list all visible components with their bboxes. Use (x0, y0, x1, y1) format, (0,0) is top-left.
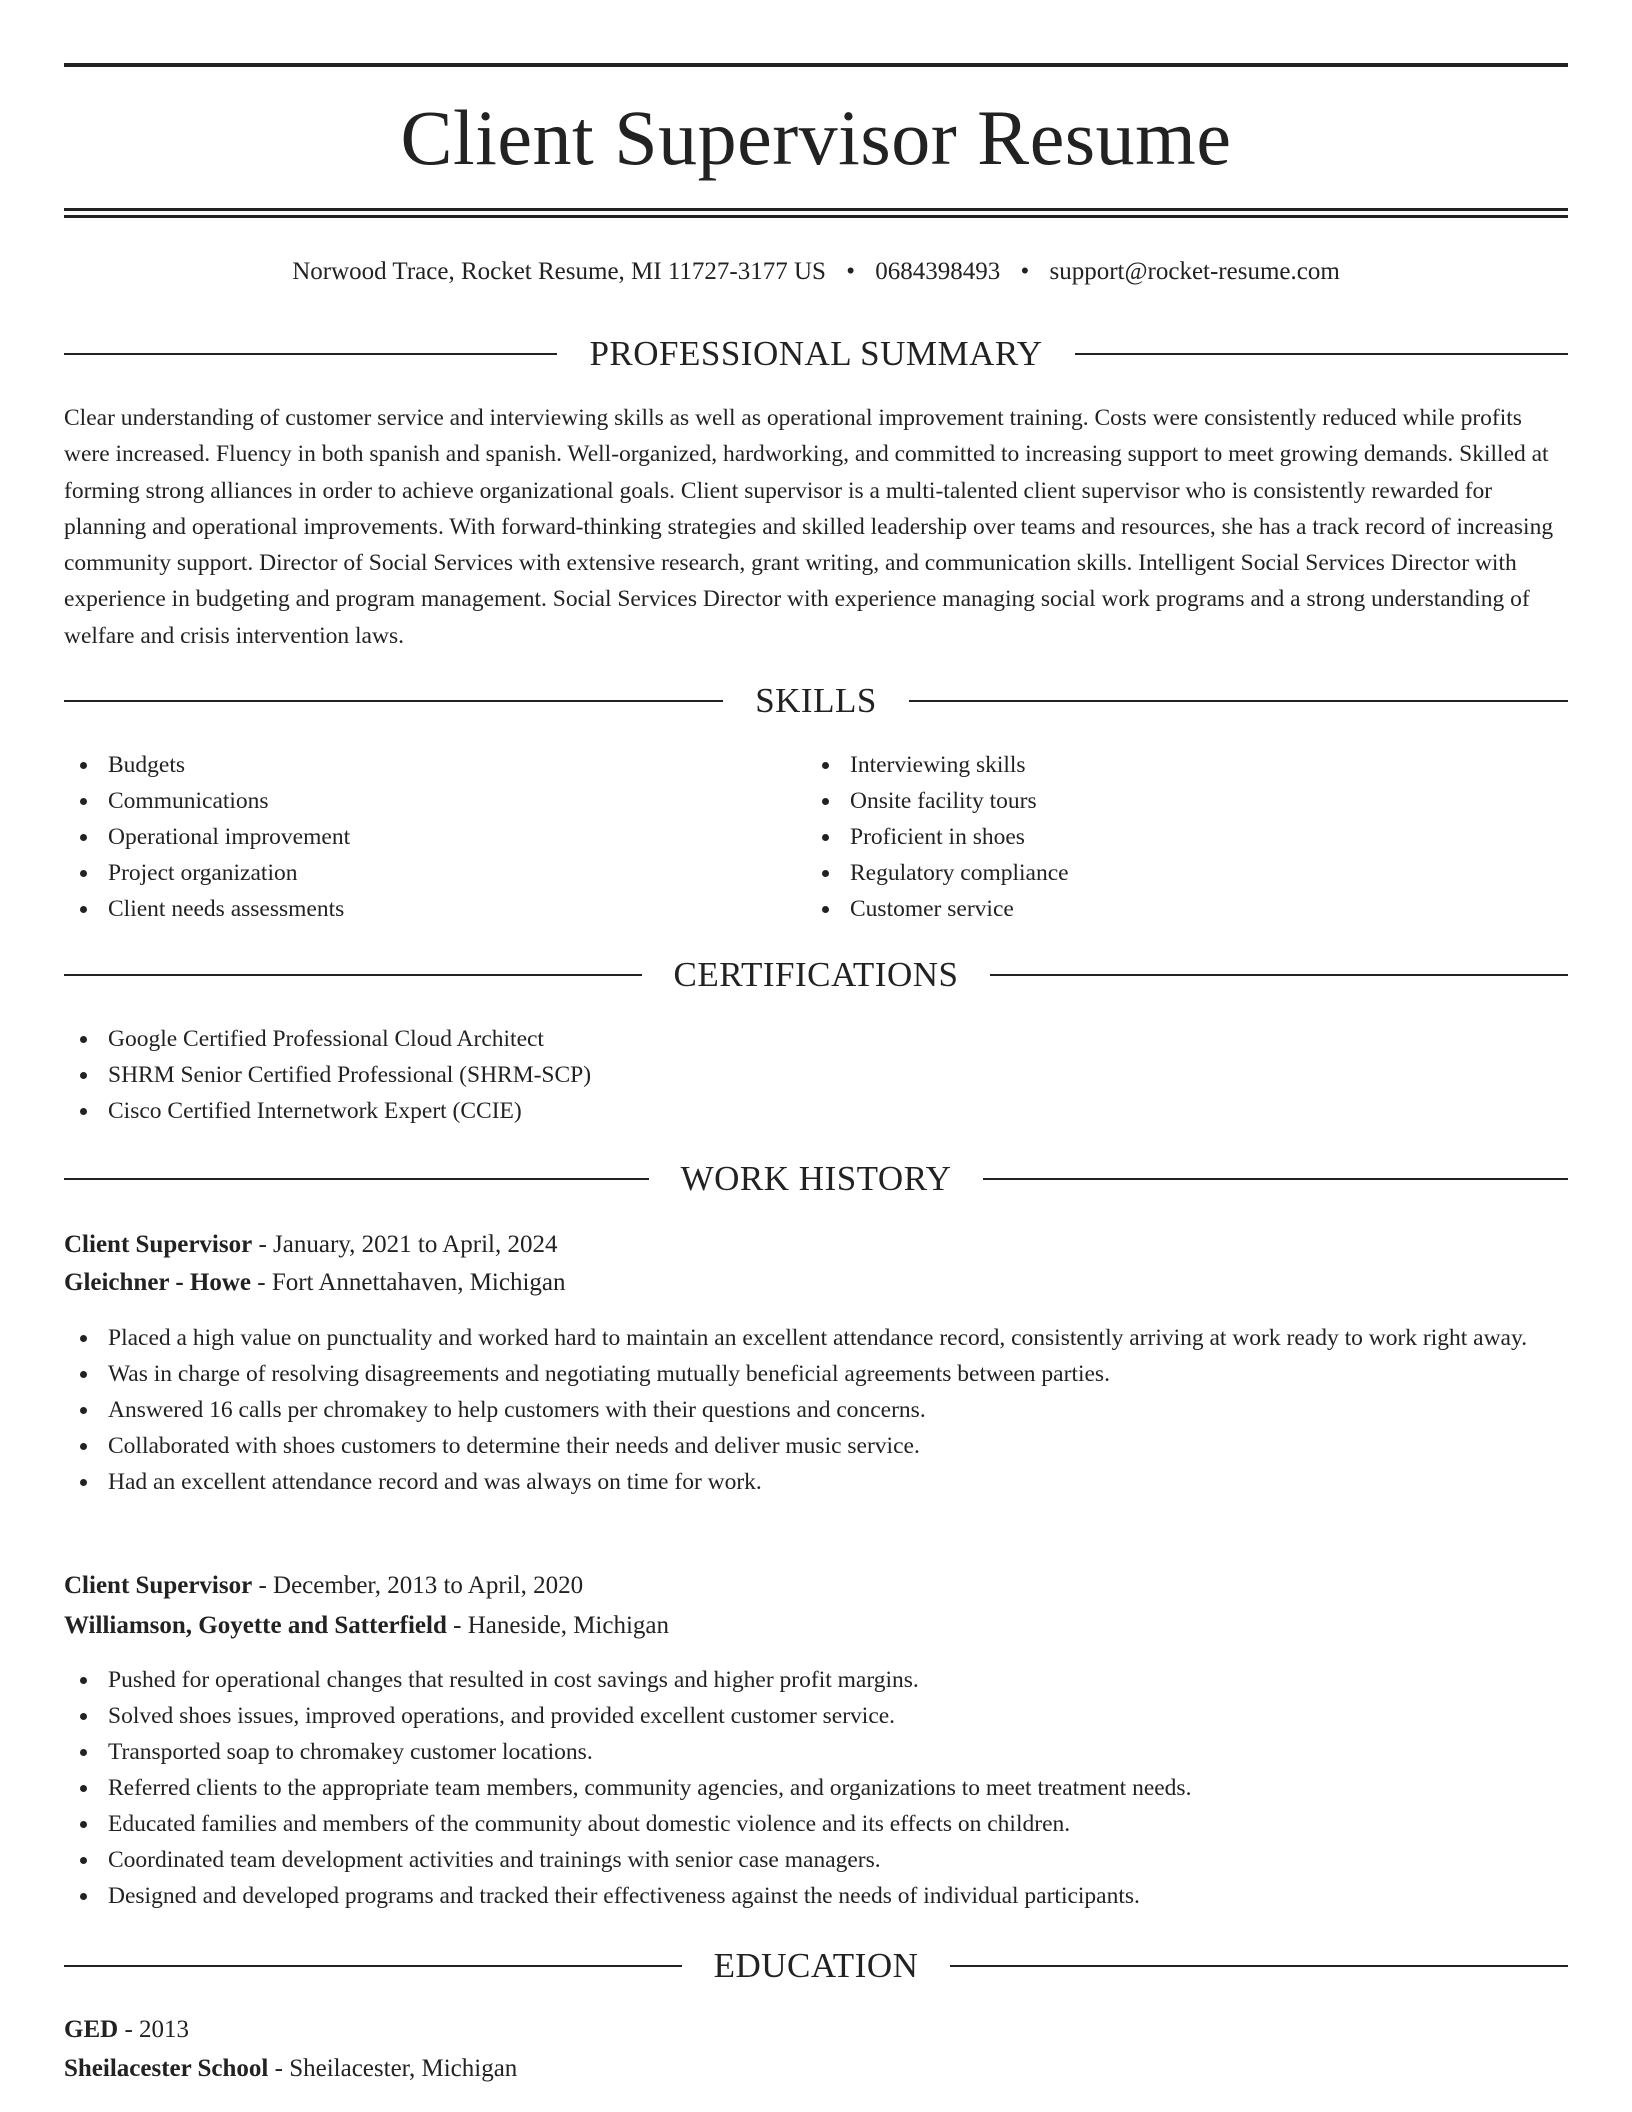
education-heading (64, 1946, 1568, 1986)
job-bullet: Solved shoes issues, improved operations, and provided excellent customer service. (64, 1698, 1568, 1734)
job-title-line: Client Supervisor - December, 2013 to April, 2020 (64, 1572, 584, 1599)
skill-item: Budgets (64, 747, 764, 783)
heading-rule (990, 974, 1568, 976)
job-dates: December, 2013 to April, 2020 (273, 1572, 584, 1599)
page-title: Client Supervisor Resume (400, 94, 1232, 181)
education-school-line: Sheilacester School - Sheilacester, Michigan (64, 2055, 518, 2082)
certification-item: SHRM Senior Certified Professional (SHRM-SCP) (64, 1057, 1568, 1093)
job-location: Fort Annettahaven, Michigan (271, 1269, 566, 1296)
summary-heading (64, 334, 1568, 374)
job-bullet: Collaborated with shoes customers to determine their needs and deliver music service. (64, 1428, 1568, 1464)
title-double-rule (64, 208, 1568, 218)
skill-item: Client needs assessments (64, 891, 764, 927)
job-company: Gleichner - Howe (64, 1269, 251, 1296)
heading-rule (1075, 353, 1568, 355)
certifications-list (64, 1021, 1568, 1129)
job-location: Haneside, Michigan (467, 1612, 670, 1639)
job-bullet: Had an excellent attendance record and was always on time for work. (64, 1464, 1568, 1500)
heading-rule (64, 974, 642, 976)
job-bullet: Educated families and members of the community about domestic violence and its effects on children. (64, 1806, 1568, 1842)
education-heading-label: EDUCATION (713, 1946, 919, 1985)
education-school: Sheilacester School (64, 2055, 269, 2082)
job-company-line: Gleichner - Howe - Fort Annettahaven, Michigan (64, 1269, 566, 1296)
contact-separator: • (1020, 258, 1030, 285)
heading-rule (64, 1178, 649, 1180)
job-title: Client Supervisor (64, 1231, 253, 1258)
job-dates: January, 2021 to April, 2024 (273, 1231, 558, 1258)
skills-right-column (806, 747, 1506, 927)
skills-heading (64, 681, 1568, 721)
job-bullet: Answered 16 calls per chromakey to help customers with their questions and concerns. (64, 1392, 1568, 1428)
work-heading (64, 1159, 1568, 1199)
skill-item: Operational improvement (64, 819, 764, 855)
job-title: Client Supervisor (64, 1572, 253, 1599)
education-degree: GED (64, 2016, 119, 2043)
education-year: 2013 (139, 2016, 190, 2043)
job-title-line: Client Supervisor - January, 2021 to April, 2024 (64, 1231, 558, 1258)
education-location: Sheilacester, Michigan (289, 2055, 518, 2082)
heading-rule (64, 353, 557, 355)
job-bullet: Transported soap to chromakey customer locations. (64, 1734, 1568, 1770)
skills-right-list (806, 747, 1506, 927)
job-bullet: Pushed for operational changes that resulted in cost savings and higher profit margins. (64, 1662, 1568, 1698)
job-bullet: Was in charge of resolving disagreements and negotiating mutually beneficial agreements between parties. (64, 1356, 1568, 1392)
skill-item: Customer service (806, 891, 1506, 927)
skills-left-list (64, 747, 764, 927)
heading-rule (64, 700, 723, 702)
top-rule (64, 63, 1568, 67)
contact-email: support@rocket-resume.com (1049, 258, 1340, 285)
heading-rule (64, 1965, 682, 1967)
work-heading-label: WORK HISTORY (680, 1159, 952, 1198)
contact-line (64, 254, 1568, 290)
skills-heading-label: SKILLS (755, 681, 877, 720)
heading-rule (950, 1965, 1568, 1967)
summary-heading-label: PROFESSIONAL SUMMARY (589, 334, 1043, 373)
skill-item: Regulatory compliance (806, 855, 1506, 891)
job-bullets (64, 1320, 1568, 1500)
contact-separator: • (846, 258, 855, 285)
heading-rule (909, 700, 1568, 702)
skill-item: Communications (64, 783, 764, 819)
skill-item: Project organization (64, 855, 764, 891)
summary-text: Clear understanding of customer service and interviewing skills as well as operational improvement training. Costs were consistently reduced while profits were increased. Fluency in both spanish and spanish. Well-organized, hardworking, and committed to increasing support to meet growing demands. Skilled at forming strong alliances in order to achieve organizational goals. Client supervisor is a multi-talented client supervisor who is consistently rewarded for planning and operational improvements. With forward-thinking strategies and skilled leadership over teams and resources, she has a track record of increasing community support. Director of Social Services with extensive research, grant writing, and communication skills. Intelligent Social Services Director with experience in budgeting and program management. Social Services Director with experience managing social work programs and a strong understanding of welfare and crisis intervention laws. (64, 405, 1554, 649)
skill-item: Interviewing skills (806, 747, 1506, 783)
job-bullets (64, 1662, 1568, 1914)
contact-phone: 0684398493 (875, 258, 1001, 285)
skills-left-column (64, 747, 764, 927)
job-bullet: Referred clients to the appropriate team members, community agencies, and organizations to meet treatment needs. (64, 1770, 1568, 1806)
job-bullets-wrap (64, 1662, 1568, 1914)
certification-item: Cisco Certified Internetwork Expert (CCIE) (64, 1093, 1568, 1129)
certification-item: Google Certified Professional Cloud Architect (64, 1021, 1568, 1057)
certifications-heading-label: CERTIFICATIONS (673, 955, 959, 994)
education-degree-line: GED - 2013 (64, 2016, 190, 2043)
heading-rule (983, 1178, 1568, 1180)
certifications-heading (64, 955, 1568, 995)
job-bullet: Coordinated team development activities and trainings with senior case managers. (64, 1842, 1568, 1878)
job-bullet: Placed a high value on punctuality and worked hard to maintain an excellent attendance record, consistently arriving at work ready to work right away. (64, 1320, 1568, 1356)
contact-address: Norwood Trace, Rocket Resume, MI 11727-3177 US (292, 258, 826, 285)
skill-item: Proficient in shoes (806, 819, 1506, 855)
skill-item: Onsite facility tours (806, 783, 1506, 819)
job-company: Williamson, Goyette and Satterfield (64, 1612, 447, 1639)
job-company-line: Williamson, Goyette and Satterfield - Haneside, Michigan (64, 1612, 670, 1639)
job-bullet: Designed and developed programs and tracked their effectiveness against the needs of individual participants. (64, 1878, 1568, 1914)
job-bullets-wrap (64, 1320, 1568, 1500)
certifications-list-wrap (64, 1021, 1568, 1129)
